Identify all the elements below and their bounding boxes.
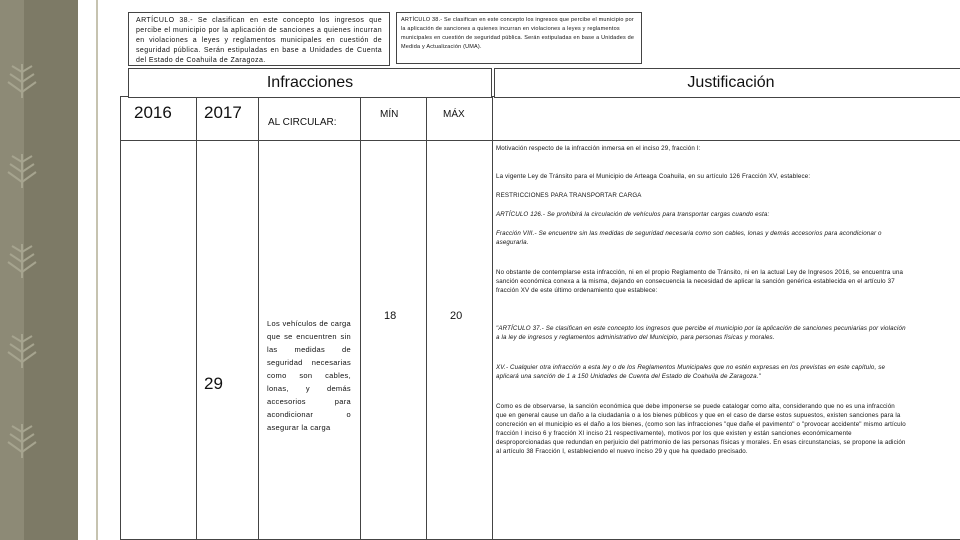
header-infracciones: Infracciones xyxy=(128,68,492,98)
column-al-circular: AL CIRCULAR: xyxy=(268,117,337,128)
leaf-icon xyxy=(2,60,42,100)
column-divider xyxy=(196,96,197,540)
decorative-vertical-line xyxy=(96,0,98,540)
header-row-divider xyxy=(120,140,960,141)
leaf-icon xyxy=(2,150,42,190)
justification-paragraph: "ARTÍCULO 37.- Se clasifican en este concepto los ingresos que percibe el municipio por la aplicación de sanciones pecuniarias por violación a la ley de ingresos y reglamentos administrativo del Municipio, para personas físicas y morales. xyxy=(496,325,906,341)
leaf-icon xyxy=(2,240,42,280)
column-divider xyxy=(360,96,361,540)
column-year-2017: 2017 xyxy=(204,103,242,122)
justification-paragraph: Como es de observarse, la sanción económica que debe imponerse se puede catalogar como alta, considerando que no es una infracción que en general cause un daño a la ciudadanía o a los bienes públicos y que en el caso de darse estos supuestos, existen sanciones para la concreción en el municipio es el daño a los bienes, (como son las infracciones "que dañe el pavimento" o "provocar accidente" mismo artículo fracción I inciso 6 y fracción XI inciso 21 respectivamente), motivos por los que existen y están sanciones económicamente desproporcionadas que redundan en perjuicio del patrimonio de las personas físicas y morales. En esas circunstancias, se propone la adición al artículo 38 Fracción I, estableciendo el nuevo inciso 29 y que ha quedado precisado. xyxy=(496,403,906,455)
justification-paragraph: Fracción VIII.- Se encuentre sin las medidas de seguridad necesaria como son cables, lonas y demás accesorios para acondicionar o asegurarla. xyxy=(496,230,882,246)
leaf-icon xyxy=(2,420,42,460)
row-min-value: 18 xyxy=(384,310,397,322)
justification-paragraph: ARTÍCULO 126.- Se prohíbirá la circulación de vehículos para transportar cargas cuando esta: xyxy=(496,211,770,218)
infractions-table xyxy=(120,96,960,540)
justification-paragraph: XV.- Cualquier otra infracción a esta ley o de los Reglamentos Municipales que no estén expresas en los previstas en este capítulo, se aplicará una sanción de 1 a 150 Unidades de Cuenta del Estado de Coahuila de Zaragoza." xyxy=(496,364,886,380)
row-number: 29 xyxy=(204,374,223,393)
justification-paragraph: La vigente Ley de Tránsito para el Municipio de Arteaga Coahuila, en su artículo 126 Fracción XV, establece: xyxy=(496,173,811,180)
justification-paragraph: RESTRICCIONES PARA TRANSPORTAR CARGA xyxy=(496,192,642,199)
row-max-value: 20 xyxy=(450,310,463,322)
column-divider xyxy=(258,96,259,540)
column-divider xyxy=(492,96,493,540)
row-concept: Los vehículos de carga que se encuentren sin las medidas de seguridad necesarias como son cables, lonas, y demás accesorios para acondicionar o asegurar la carga xyxy=(267,319,351,432)
article-38-note-proposed: ARTÍCULO 38.- Se clasifican en este concepto los ingresos que percibe el municipio por la aplicación de sanciones a quienes incurran en violaciones a leyes y reglamentos municipales en cuestión de seguridad pública. Serán estipuladas en base a Unidades de Medida y Actualización (UMA). xyxy=(396,12,642,64)
column-min: MÍN xyxy=(380,109,399,120)
column-max: MÁX xyxy=(443,109,465,120)
article-38-note-current: ARTÍCULO 38.- Se clasifican en este concepto los ingresos que percibe el municipio por la aplicación de sanciones a quienes incurran en violaciones a leyes y reglamentos municipales en cuestión de seguridad pública. Serán estipuladas en base a Unidades de Cuenta del Estado de Coahuila de Zaragoza. xyxy=(128,12,390,66)
justification-paragraph: Motivación respecto de la infracción inmersa en el inciso 29, fracción I: xyxy=(496,145,701,152)
column-year-2016: 2016 xyxy=(134,103,172,122)
column-divider xyxy=(426,96,427,540)
justification-paragraph: No obstante de contemplarse esta infracción, ni en el propio Reglamento de Tránsito, ni en la actual Ley de Ingresos 2016, se encuentra una sanción económica conexa a la misma, dejando en consecuencia la necesidad de aplicar la sanción genérica establecida en el artículo 37 fracción XV de este último ordenamiento que establece: xyxy=(496,269,904,294)
leaf-icon xyxy=(2,330,42,370)
header-justificacion: Justificación xyxy=(494,68,960,98)
